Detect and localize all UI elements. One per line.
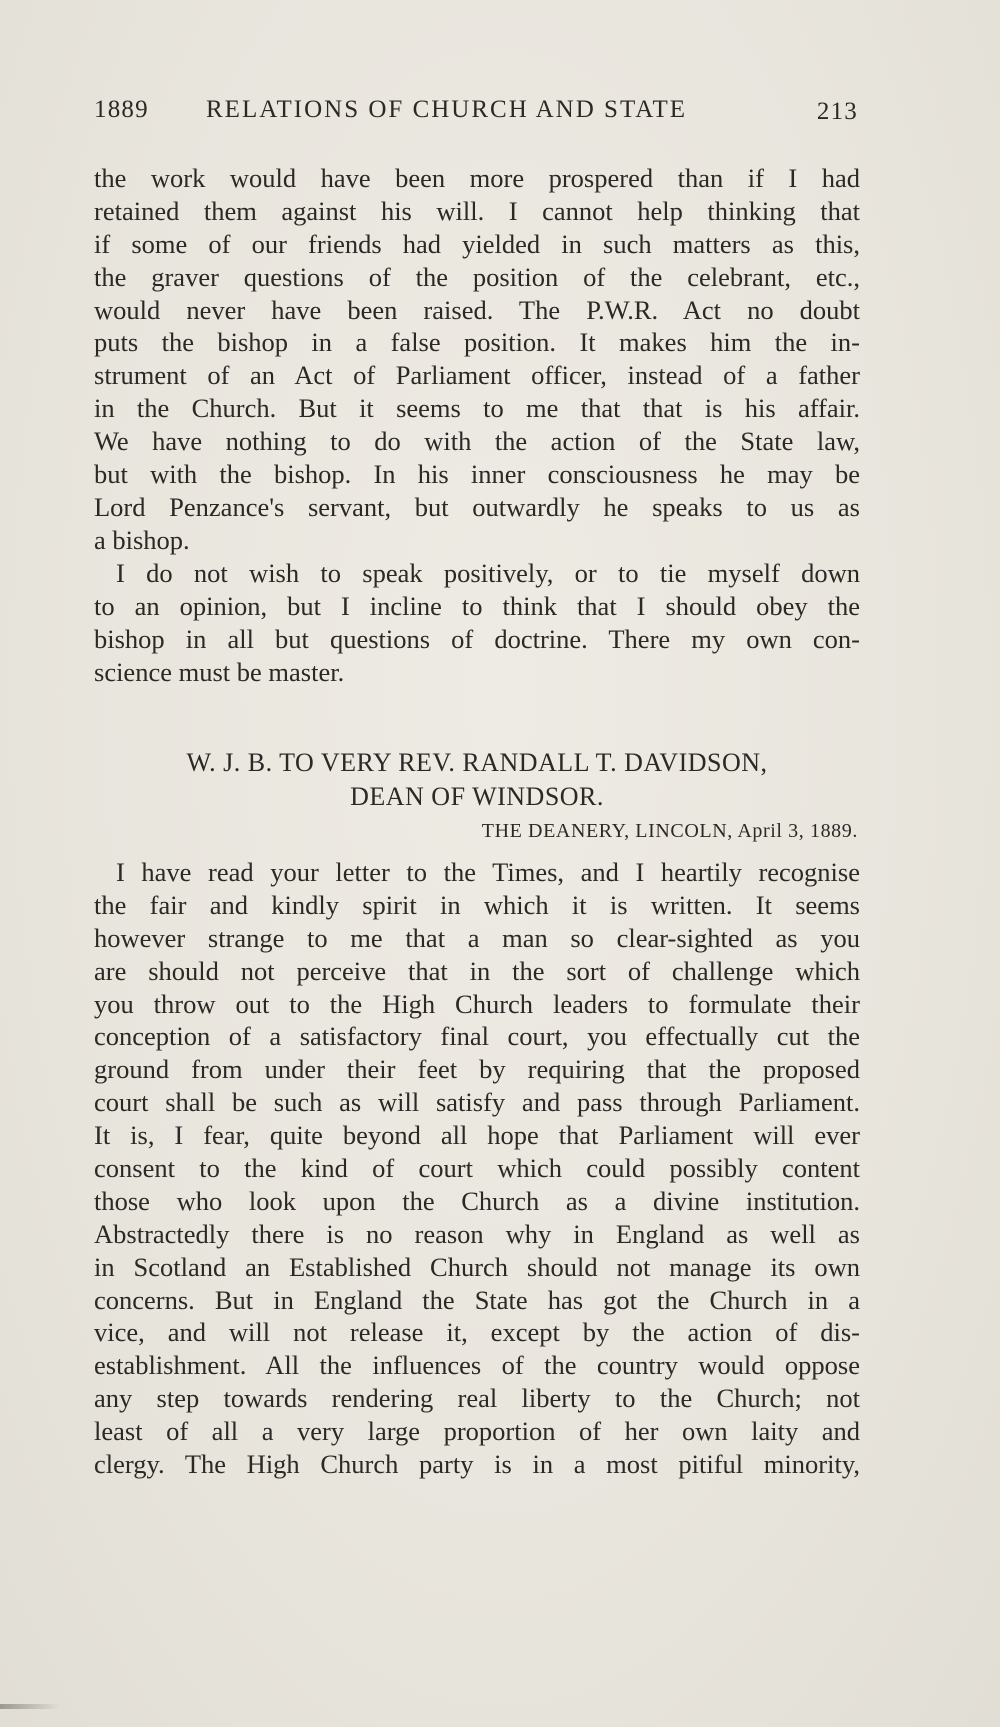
text-line: bishop in all but questions of doctrine. There my own con- (94, 623, 860, 654)
text-line: are should not perceive that in the sort of challenge which (94, 955, 860, 986)
text-line: science must be master. (94, 656, 345, 687)
running-head (94, 96, 858, 132)
text-line: the graver questions of the position of the celebrant, etc., (94, 261, 860, 292)
header-year: 1889 (94, 96, 149, 123)
header-title: RELATIONS OF CHURCH AND STATE (206, 96, 688, 123)
text-line: a bishop. (94, 524, 190, 555)
text-line: the fair and kindly spirit in which it is written. It seems (94, 889, 860, 920)
text-line: the work would have been more prospered than if I had (94, 163, 860, 193)
text-line: in the Church. But it seems to me that that is his affair. (94, 393, 860, 424)
text-line: in Scotland an Established Church should not manage its own (94, 1251, 860, 1282)
text-line: ground from under their feet by requiring that the proposed (94, 1054, 860, 1085)
text-line: if some of our friends had yielded in such matters as this, (94, 228, 860, 259)
letter-dateline: THE DEANERY, LINCOLN, April 3, 1889. (481, 820, 858, 842)
text-line: We have nothing to do with the action of the State law, (94, 426, 860, 457)
text-line: It is, I fear, quite beyond all hope that Parliament will ever (94, 1120, 860, 1151)
text-line: least of all a very large proportion of her own laity and (94, 1416, 860, 1447)
text-line: I do not wish to speak positively, or to tie myself down (116, 558, 860, 588)
text-line: retained them against his will. I cannot help thinking that (94, 195, 860, 226)
text-line: Lord Penzance's servant, but outwardly he speaks to us as (94, 491, 860, 522)
page-number: 213 (816, 98, 858, 125)
text-line: establishment. All the influences of the country would oppose (94, 1350, 860, 1381)
text-line: concerns. But in England the State has got the Church in a (94, 1284, 860, 1315)
paragraph-opinion (94, 557, 860, 689)
text-line: any step towards rendering real liberty to the Church; not (94, 1383, 860, 1414)
text-line: vice, and will not release it, except by the action of dis- (94, 1317, 860, 1348)
text-line: would never have been raised. The P.W.R. Act no doubt (94, 294, 860, 325)
text-line: Abstractedly there is no reason why in England as well as (94, 1218, 860, 1249)
page-edge-shadow (0, 1704, 60, 1709)
text-line: you throw out to the High Church leaders to formulate their (94, 988, 860, 1019)
text-line: to an opinion, but I incline to think that I should obey the (94, 590, 860, 621)
paragraph-letter (94, 856, 860, 1481)
text-line: puts the bishop in a false position. It makes him the in- (94, 327, 860, 358)
text-line: but with the bishop. In his inner consciousness he may be (94, 459, 860, 490)
text-line: strument of an Act of Parliament officer, instead of a father (94, 360, 860, 391)
text-line: clergy. The High Church party is in a most pitiful minority, (94, 1449, 860, 1480)
paragraph-continuation (94, 162, 860, 557)
text-line: however strange to me that a man so clear-sighted as you (94, 922, 860, 953)
text-line: conception of a satisfactory final court, you effectually cut the (94, 1021, 860, 1052)
text-line: court shall be such as will satisfy and pass through Parliament. (94, 1087, 860, 1118)
text-line: I have read your letter to the Times, and I heartily recognise (116, 857, 860, 887)
text-line: those who look upon the Church as a divine institution. (94, 1185, 860, 1216)
text-line: consent to the kind of court which could possibly content (94, 1153, 860, 1184)
letter-heading-line1: W. J. B. TO VERY REV. RANDALL T. DAVIDSON, (186, 748, 768, 777)
letter-heading-line2: DEAN OF WINDSOR. (350, 782, 604, 811)
